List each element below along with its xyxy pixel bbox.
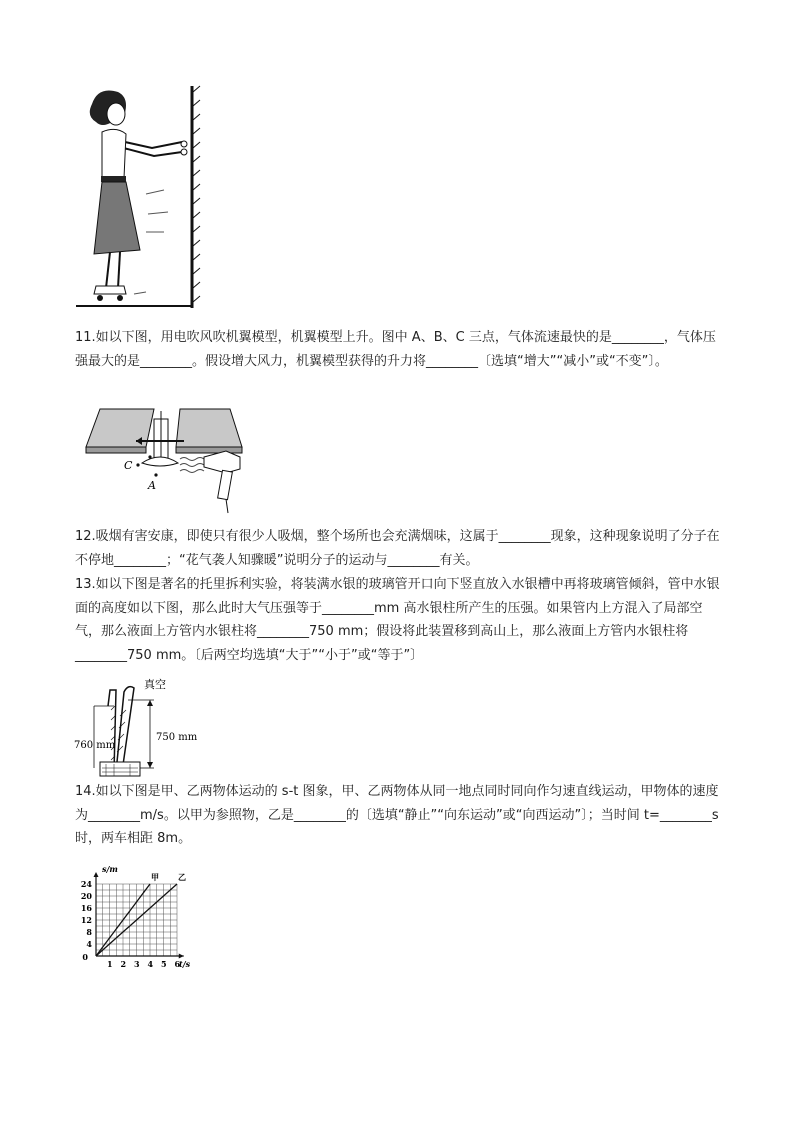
label-760mm: 760 mm: [74, 740, 116, 751]
question-11: 11.如以下图，用电吹风吹机翼模型，机翼模型上升。图中 A、B、C 三点，气体流速最快的是________，气体压强最大的是________。假设增大风力，机翼模型获得的升力将________〔选填“增大”“减小”或“不变”〕。: [75, 330, 716, 369]
x-tick-label: 2: [120, 959, 127, 969]
label-750mm: 750 mm: [156, 732, 198, 743]
x-tick-label: 3: [134, 959, 140, 969]
girl-pushing-wall-figure: [72, 82, 212, 312]
question-12: 12.吸烟有害安康，即使只有很少人吸烟，整个场所也会充满烟味，这属于________现象，这种现象说明了分子在不停地________；“花气袭人知骤暖”说明分子的运动与________有关。: [75, 529, 720, 568]
wing-model-dryer-figure: [80, 405, 250, 517]
question-14: 14.如以下图是甲、乙两物体运动的 s-t 图象，甲、乙两物体从同一地点同时同向作匀速直线运动，甲物体的速度为________m/s。以甲为参照物，乙是________的〔选填“静止”“向东运动”或“向西运动”〕；当时间 t=________s 时，两车相距 8m。: [75, 784, 719, 846]
y-tick-label: 20: [80, 891, 92, 901]
s-t-chart: [78, 862, 208, 974]
y-axis-label: s/m: [102, 864, 118, 874]
y-tick-label: 16: [80, 903, 92, 913]
x-axis-label: t/s: [179, 959, 191, 969]
y-tick-label: 12: [80, 915, 92, 925]
x-axis-arrow: [179, 954, 184, 959]
question-13: 13.如以下图是著名的托里拆利实验，将装满水银的玻璃管开口向下竖直放入水银槽中再将玻璃管倾斜，管中水银面的高度如以下图，那么此时大气压强等于________mm 高水银柱所产生的压强。如果管内上方混入了局部空气，那么液面上方管内水银柱将________750 mm；假设将此装置移到高山上，那么液面上方管内水银柱将________750 mm。〔后两空均选填“大于”“小于”或“等于”〕: [75, 577, 720, 663]
x-tick-label: 5: [161, 959, 167, 969]
x-tick-label: 4: [147, 959, 154, 969]
y-tick-label: 24: [80, 879, 92, 889]
label-c: C: [124, 459, 133, 472]
series-label-1: 甲: [151, 872, 159, 882]
series-label-2: 乙: [178, 872, 186, 882]
x-tick-label: 1: [107, 959, 113, 969]
label-vacuum: 真空: [144, 678, 166, 691]
torricelli-figure: [74, 676, 224, 780]
origin-label: 0: [82, 952, 88, 962]
y-tick-label: 8: [86, 927, 92, 937]
label-a: A: [148, 479, 156, 492]
x-tick-label: 6: [174, 959, 181, 969]
y-tick-label: 4: [86, 939, 92, 949]
y-axis-arrow: [94, 872, 99, 877]
